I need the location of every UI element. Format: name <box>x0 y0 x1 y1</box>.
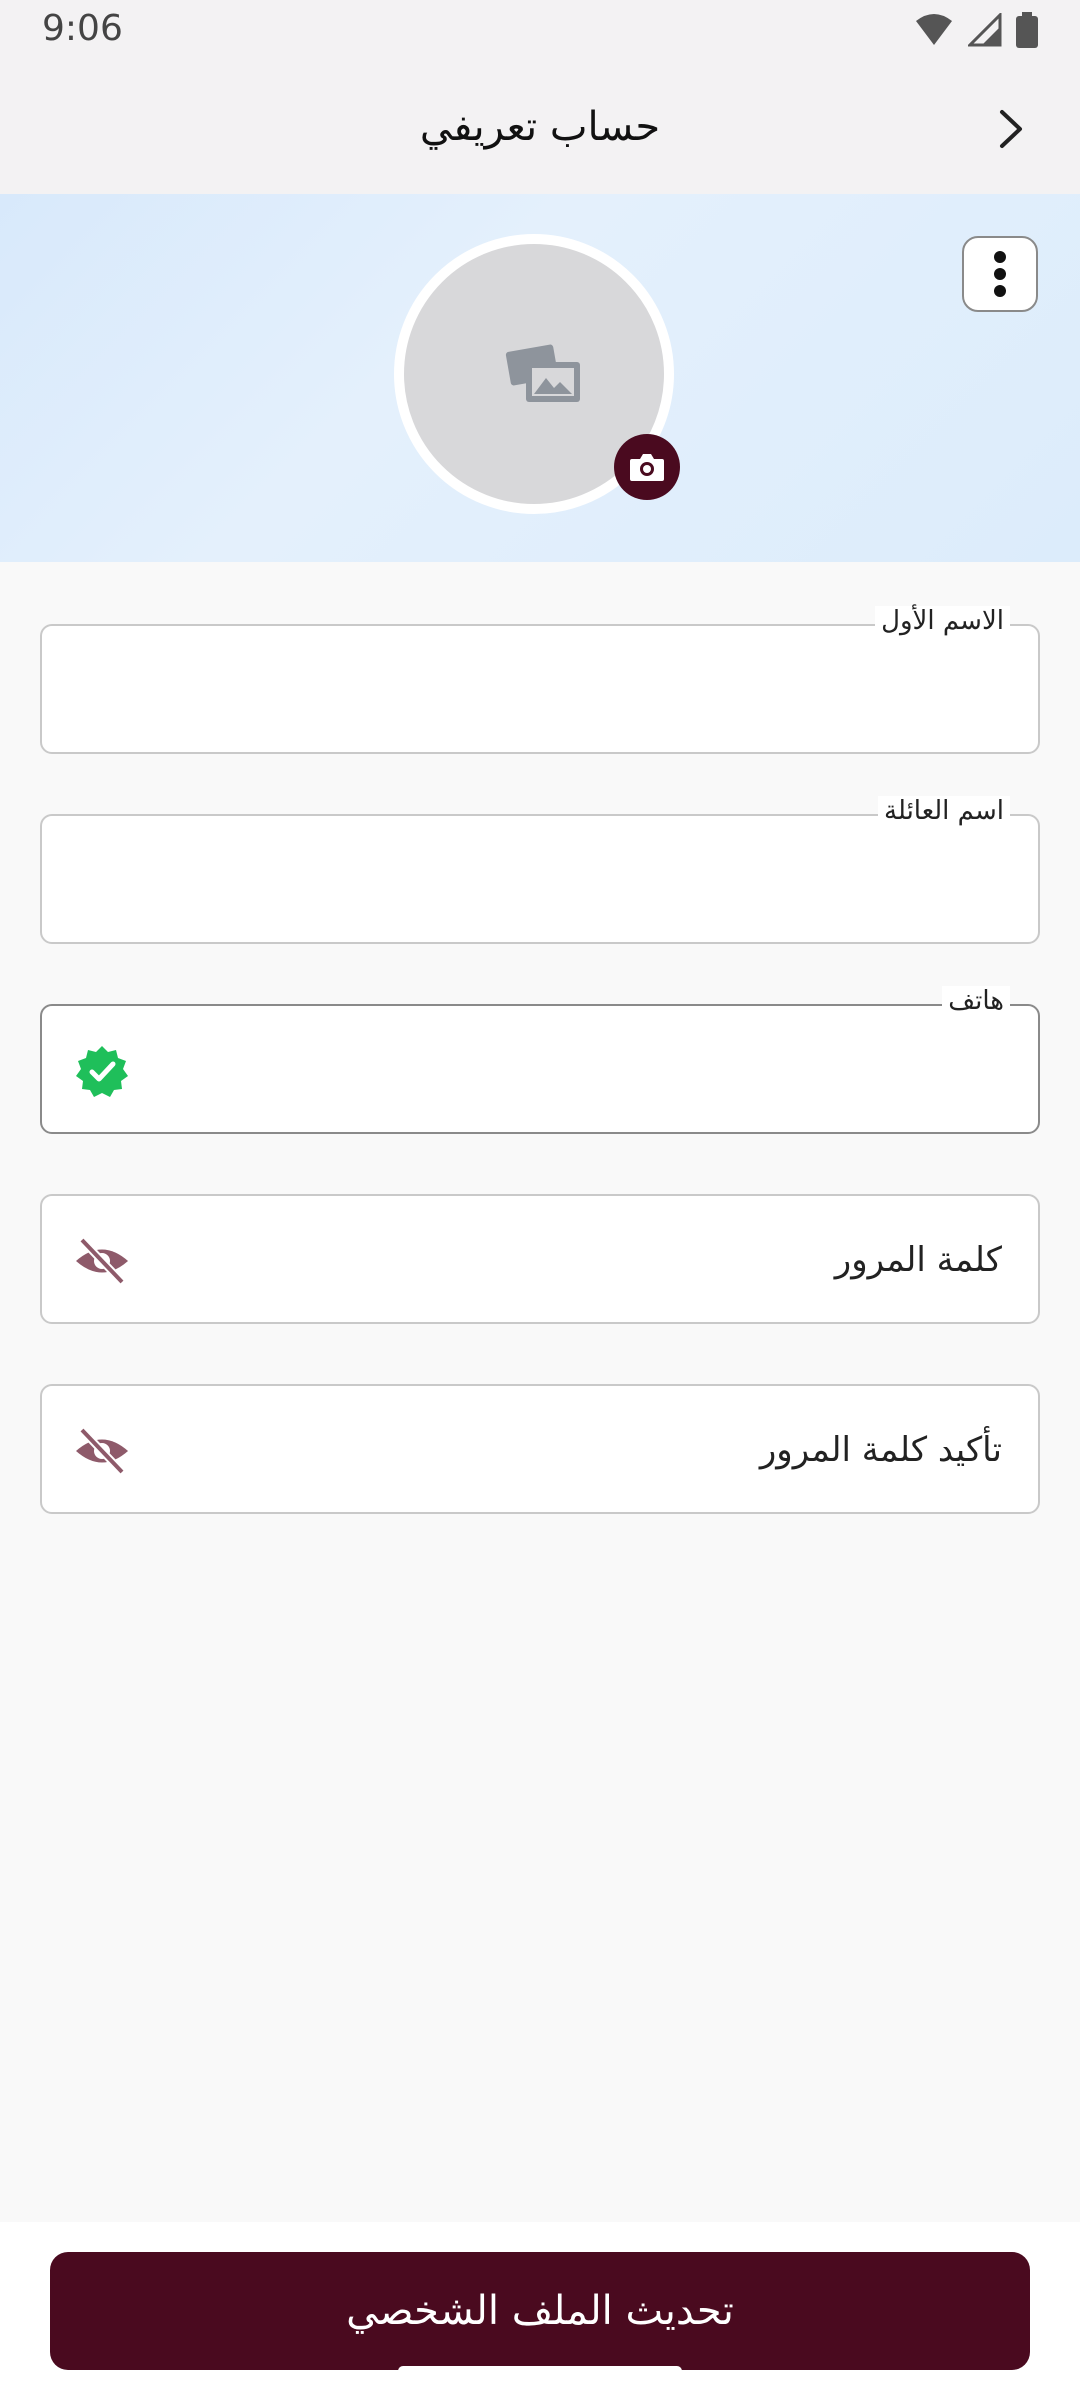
status-bar <box>0 0 1080 64</box>
eye-off-icon[interactable] <box>72 1234 132 1288</box>
camera-icon <box>628 451 666 483</box>
first-name-field[interactable] <box>40 606 1040 754</box>
last-name-label: اسم العائلة <box>878 796 1010 826</box>
chevron-right-icon <box>986 104 1036 154</box>
password-label: كلمة المرور <box>834 1240 1002 1280</box>
update-profile-button[interactable]: تحديث الملف الشخصي <box>50 2252 1030 2370</box>
change-photo-button[interactable] <box>614 434 680 500</box>
password-field[interactable] <box>40 1194 1040 1324</box>
last-name-field[interactable] <box>40 796 1040 944</box>
wifi-icon <box>914 13 954 47</box>
verified-badge-icon <box>72 1044 132 1098</box>
back-button[interactable] <box>986 104 1036 154</box>
more-vertical-icon <box>990 249 1010 299</box>
phone-label: هاتف <box>942 986 1010 1016</box>
confirm-password-field[interactable] <box>40 1384 1040 1514</box>
profile-form <box>0 562 1080 2222</box>
profile-banner <box>0 194 1080 562</box>
phone-field[interactable] <box>40 986 1040 1134</box>
first-name-label: الاسم الأول <box>875 606 1010 636</box>
page-title: حساب تعريفي <box>419 104 661 150</box>
signal-icon <box>968 13 1002 47</box>
confirm-password-label: تأكيد كلمة المرور <box>759 1430 1002 1470</box>
eye-off-icon[interactable] <box>72 1424 132 1478</box>
battery-icon <box>1016 12 1038 48</box>
app-bar <box>0 64 1080 194</box>
status-icons <box>914 12 1038 48</box>
home-indicator <box>398 2366 682 2376</box>
image-icon <box>504 340 584 410</box>
more-options-button[interactable] <box>962 236 1038 312</box>
status-time: 9:06 <box>42 8 123 49</box>
